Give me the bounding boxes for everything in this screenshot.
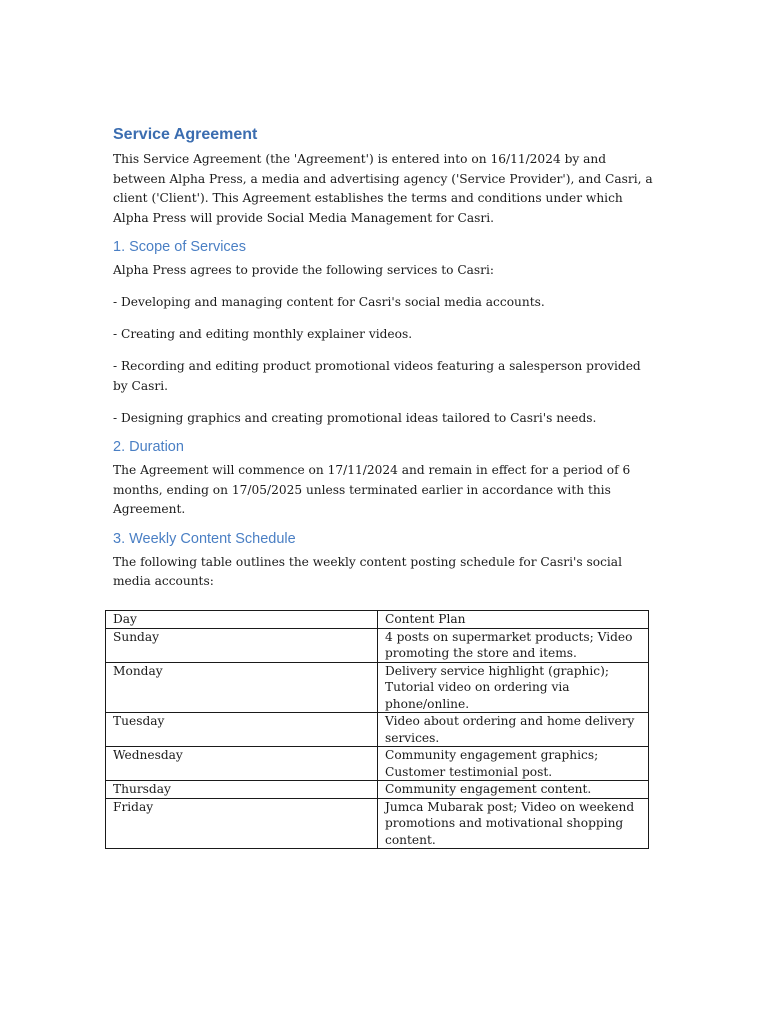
scope-item: - Recording and editing product promotional videos featuring a salesperson provided by Casri. [113,359,641,393]
table-row [106,798,649,849]
cell-day: Friday [106,798,378,849]
document-page [113,124,653,592]
weekly-schedule-table [105,610,649,849]
schedule-intro: The following table outlines the weekly content posting schedule for Casri's social media accounts: [113,554,622,588]
document-title: Service Agreement [113,126,258,143]
section-heading-scope: 1. Scope of Services [113,239,246,255]
intro-paragraph: This Service Agreement (the 'Agreement') is entered into on 16/11/2024 by and between Alpha Press, a media and advertising agency ('Service Provider'), and Casri, a client ('Client'). This Agreement establishes the terms and conditions under which Alpha Press will provide Social Media Management for Casri. [113,152,653,225]
scope-item: - Designing graphics and creating promotional ideas tailored to Casri's needs. [113,410,597,425]
cell-plan: Delivery service highlight (graphic); Tutorial video on ordering via phone/online. [378,662,649,713]
table-row [106,628,649,662]
cell-day: Tuesday [106,713,378,747]
cell-plan: 4 posts on supermarket products; Video promoting the store and items. [378,628,649,662]
cell-plan: Video about ordering and home delivery services. [378,713,649,747]
header-content-plan: Content Plan [378,611,649,629]
cell-plan: Community engagement graphics; Customer testimonial post. [378,747,649,781]
table-row [106,747,649,781]
section-heading-schedule: 3. Weekly Content Schedule [113,530,296,547]
scope-item: - Developing and managing content for Casri's social media accounts. [113,295,545,309]
cell-plan: Jumca Mubarak post; Video on weekend promotions and motivational shopping content. [378,798,649,849]
table-row [106,781,649,799]
table-row [106,713,649,747]
duration-paragraph: The Agreement will commence on 17/11/2024 and remain in effect for a period of 6 months, ending on 17/05/2025 unless terminated earlier in accordance with this Agreement. [113,463,631,516]
cell-day: Sunday [106,628,378,662]
section-heading-duration: 2. Duration [113,439,184,455]
header-day: Day [106,611,378,629]
table-header-row [106,611,649,629]
cell-day: Monday [106,662,378,713]
cell-day: Thursday [106,781,378,799]
cell-day: Wednesday [106,747,378,781]
scope-intro: Alpha Press agrees to provide the following services to Casri: [113,263,495,277]
scope-item: - Creating and editing monthly explainer videos. [113,327,413,341]
table-row [106,662,649,713]
cell-plan: Community engagement content. [378,781,649,799]
